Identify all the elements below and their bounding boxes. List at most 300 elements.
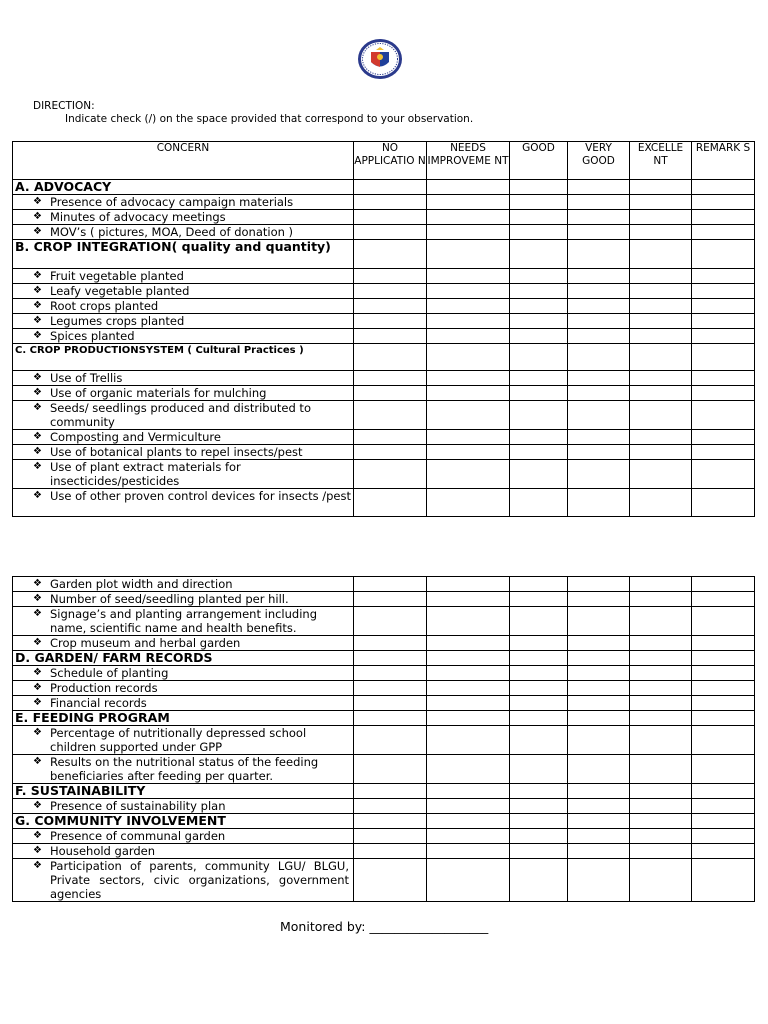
rating-very-good[interactable] <box>568 696 630 711</box>
criterion-label <box>13 607 354 636</box>
rating-no-application[interactable] <box>354 636 427 651</box>
section-heading: E. FEEDING PROGRAM <box>13 711 354 726</box>
rating-good[interactable] <box>510 592 568 607</box>
criterion-text: Root crops planted <box>50 299 159 313</box>
remarks-cell[interactable] <box>692 386 755 401</box>
criterion-label <box>13 430 354 445</box>
col-header-no-application: NO APPLICATIO N <box>354 142 427 180</box>
criterion-label <box>13 696 354 711</box>
remarks-cell[interactable] <box>692 711 755 726</box>
rating-needs-improvement[interactable] <box>427 430 510 445</box>
rating-very-good[interactable] <box>568 210 630 225</box>
rating-needs-improvement[interactable] <box>427 371 510 386</box>
rating-needs-improvement[interactable] <box>427 284 510 299</box>
criterion-row <box>13 799 755 814</box>
rating-no-application[interactable] <box>354 445 427 460</box>
rating-very-good[interactable] <box>568 681 630 696</box>
rating-no-application[interactable] <box>354 859 427 902</box>
criterion-row <box>13 430 755 445</box>
remarks-cell[interactable] <box>692 859 755 902</box>
rating-no-application[interactable] <box>354 314 427 329</box>
criterion-text: Use of organic materials for mulching <box>50 386 267 400</box>
criterion-label <box>13 859 354 902</box>
rating-no-application[interactable] <box>354 401 427 430</box>
rating-excellent[interactable] <box>630 401 692 430</box>
rating-needs-improvement[interactable] <box>427 577 510 592</box>
rating-excellent[interactable] <box>630 445 692 460</box>
rating-very-good[interactable] <box>568 636 630 651</box>
remarks-cell[interactable] <box>692 577 755 592</box>
criterion-text: Crop museum and herbal garden <box>50 636 241 650</box>
criterion-text: Percentage of nutritionally depressed school children supported under GPP <box>50 726 307 754</box>
rating-good[interactable] <box>510 269 568 284</box>
rating-good[interactable] <box>510 814 568 829</box>
rating-needs-improvement[interactable] <box>427 755 510 784</box>
remarks-cell[interactable] <box>692 284 755 299</box>
criterion-text: Use of Trellis <box>50 371 123 385</box>
rating-excellent[interactable] <box>630 711 692 726</box>
rating-no-application[interactable] <box>354 696 427 711</box>
rating-no-application[interactable] <box>354 386 427 401</box>
diamond-bullet-icon: ❖ <box>33 431 42 442</box>
criterion-text: Signage’s and planting arrangement including name, scientific name and health benefits. <box>50 607 317 635</box>
criterion-row <box>13 696 755 711</box>
remarks-cell[interactable] <box>692 814 755 829</box>
rating-good[interactable] <box>510 445 568 460</box>
rating-needs-improvement[interactable] <box>427 225 510 240</box>
rating-needs-improvement[interactable] <box>427 489 510 517</box>
criterion-row <box>13 299 755 314</box>
rating-excellent[interactable] <box>630 814 692 829</box>
rating-good[interactable] <box>510 829 568 844</box>
diamond-bullet-icon: ❖ <box>33 608 42 619</box>
rating-no-application[interactable] <box>354 651 427 666</box>
rating-needs-improvement[interactable] <box>427 607 510 636</box>
rating-very-good[interactable] <box>568 784 630 799</box>
rating-excellent[interactable] <box>630 344 692 371</box>
criterion-text: Leafy vegetable planted <box>50 284 190 298</box>
rating-no-application[interactable] <box>354 844 427 859</box>
rating-excellent[interactable] <box>630 666 692 681</box>
rating-good[interactable] <box>510 180 568 195</box>
remarks-cell[interactable] <box>692 607 755 636</box>
remarks-cell[interactable] <box>692 180 755 195</box>
rating-no-application[interactable] <box>354 284 427 299</box>
remarks-cell[interactable] <box>692 329 755 344</box>
rating-excellent[interactable] <box>630 489 692 517</box>
rating-needs-improvement[interactable] <box>427 269 510 284</box>
rating-no-application[interactable] <box>354 225 427 240</box>
rating-excellent[interactable] <box>630 299 692 314</box>
rating-very-good[interactable] <box>568 755 630 784</box>
rating-no-application[interactable] <box>354 489 427 517</box>
criterion-text: Presence of sustainability plan <box>50 799 226 813</box>
criterion-row <box>13 726 755 755</box>
remarks-cell[interactable] <box>692 240 755 269</box>
criterion-row <box>13 329 755 344</box>
rating-very-good[interactable] <box>568 651 630 666</box>
remarks-cell[interactable] <box>692 666 755 681</box>
criterion-text: Fruit vegetable planted <box>50 269 184 283</box>
rating-very-good[interactable] <box>568 445 630 460</box>
rating-very-good[interactable] <box>568 592 630 607</box>
remarks-cell[interactable] <box>692 344 755 371</box>
rating-needs-improvement[interactable] <box>427 460 510 489</box>
header-row <box>13 142 755 180</box>
direction-block <box>33 100 473 126</box>
criterion-text: Use of other proven control devices for insects /pest <box>50 489 351 503</box>
rating-very-good[interactable] <box>568 814 630 829</box>
rating-excellent[interactable] <box>630 371 692 386</box>
rating-needs-improvement[interactable] <box>427 592 510 607</box>
rating-excellent[interactable] <box>630 592 692 607</box>
rating-good[interactable] <box>510 711 568 726</box>
criterion-label <box>13 314 354 329</box>
diamond-bullet-icon: ❖ <box>33 830 42 841</box>
rating-good[interactable] <box>510 726 568 755</box>
rating-needs-improvement[interactable] <box>427 210 510 225</box>
section-heading: F. SUSTAINABILITY <box>13 784 354 799</box>
rating-very-good[interactable] <box>568 195 630 210</box>
diamond-bullet-icon: ❖ <box>33 490 42 501</box>
rating-very-good[interactable] <box>568 225 630 240</box>
rating-excellent[interactable] <box>630 726 692 755</box>
criterion-text: Participation of parents, community LGU/ BLGU, Private sectors, civic organizations, government agencies <box>50 859 349 901</box>
diamond-bullet-icon: ❖ <box>33 461 42 472</box>
col-header-remarks: REMARK S <box>692 142 755 180</box>
section-row <box>13 711 755 726</box>
criterion-row <box>13 210 755 225</box>
criterion-row <box>13 755 755 784</box>
rating-excellent[interactable] <box>630 799 692 814</box>
rating-no-application[interactable] <box>354 195 427 210</box>
rating-needs-improvement[interactable] <box>427 859 510 902</box>
rating-no-application[interactable] <box>354 430 427 445</box>
rating-good[interactable] <box>510 430 568 445</box>
checklist-table-part2 <box>12 576 755 902</box>
rating-excellent[interactable] <box>630 681 692 696</box>
criterion-row <box>13 577 755 592</box>
rating-no-application[interactable] <box>354 681 427 696</box>
section-row <box>13 651 755 666</box>
rating-good[interactable] <box>510 195 568 210</box>
rating-no-application[interactable] <box>354 240 427 269</box>
rating-needs-improvement[interactable] <box>427 195 510 210</box>
rating-no-application[interactable] <box>354 666 427 681</box>
rating-excellent[interactable] <box>630 829 692 844</box>
col-header-very-good: VERY GOOD <box>568 142 630 180</box>
rating-good[interactable] <box>510 460 568 489</box>
section-heading: D. GARDEN/ FARM RECORDS <box>13 651 354 666</box>
section-row <box>13 240 755 269</box>
criterion-row <box>13 666 755 681</box>
rating-very-good[interactable] <box>568 607 630 636</box>
remarks-cell[interactable] <box>692 401 755 430</box>
rating-needs-improvement[interactable] <box>427 180 510 195</box>
diamond-bullet-icon: ❖ <box>33 860 42 871</box>
rating-needs-improvement[interactable] <box>427 696 510 711</box>
remarks-cell[interactable] <box>692 314 755 329</box>
criterion-label <box>13 329 354 344</box>
rating-no-application[interactable] <box>354 784 427 799</box>
rating-good[interactable] <box>510 784 568 799</box>
rating-good[interactable] <box>510 844 568 859</box>
diamond-bullet-icon: ❖ <box>33 387 42 398</box>
rating-no-application[interactable] <box>354 210 427 225</box>
rating-needs-improvement[interactable] <box>427 329 510 344</box>
rating-excellent[interactable] <box>630 430 692 445</box>
rating-excellent[interactable] <box>630 195 692 210</box>
diamond-bullet-icon: ❖ <box>33 270 42 281</box>
rating-excellent[interactable] <box>630 269 692 284</box>
rating-excellent[interactable] <box>630 577 692 592</box>
rating-needs-improvement[interactable] <box>427 844 510 859</box>
rating-good[interactable] <box>510 284 568 299</box>
rating-excellent[interactable] <box>630 651 692 666</box>
direction-instruction: Indicate check (/) on the space provided that correspond to your observation. <box>65 113 474 125</box>
rating-good[interactable] <box>510 859 568 902</box>
rating-very-good[interactable] <box>568 859 630 902</box>
rating-needs-improvement[interactable] <box>427 829 510 844</box>
rating-very-good[interactable] <box>568 371 630 386</box>
rating-needs-improvement[interactable] <box>427 344 510 371</box>
remarks-cell[interactable] <box>692 844 755 859</box>
rating-good[interactable] <box>510 329 568 344</box>
rating-excellent[interactable] <box>630 859 692 902</box>
rating-needs-improvement[interactable] <box>427 299 510 314</box>
criterion-text: Results on the nutritional status of the feeding beneficiaries after feeding per quarter. <box>50 755 319 783</box>
rating-good[interactable] <box>510 386 568 401</box>
criterion-label <box>13 755 354 784</box>
rating-very-good[interactable] <box>568 314 630 329</box>
remarks-cell[interactable] <box>692 636 755 651</box>
criterion-row <box>13 607 755 636</box>
rating-very-good[interactable] <box>568 329 630 344</box>
rating-excellent[interactable] <box>630 329 692 344</box>
rating-excellent[interactable] <box>630 696 692 711</box>
rating-excellent[interactable] <box>630 225 692 240</box>
criterion-label <box>13 844 354 859</box>
remarks-cell[interactable] <box>692 784 755 799</box>
rating-good[interactable] <box>510 666 568 681</box>
rating-needs-improvement[interactable] <box>427 726 510 755</box>
rating-very-good[interactable] <box>568 829 630 844</box>
rating-excellent[interactable] <box>630 844 692 859</box>
rating-good[interactable] <box>510 681 568 696</box>
rating-excellent[interactable] <box>630 284 692 299</box>
remarks-cell[interactable] <box>692 225 755 240</box>
rating-good[interactable] <box>510 607 568 636</box>
rating-good[interactable] <box>510 210 568 225</box>
rating-good[interactable] <box>510 299 568 314</box>
rating-excellent[interactable] <box>630 636 692 651</box>
rating-no-application[interactable] <box>354 577 427 592</box>
rating-needs-improvement[interactable] <box>427 651 510 666</box>
rating-good[interactable] <box>510 755 568 784</box>
rating-good[interactable] <box>510 489 568 517</box>
rating-needs-improvement[interactable] <box>427 784 510 799</box>
remarks-cell[interactable] <box>692 489 755 517</box>
direction-label: DIRECTION: <box>33 100 95 112</box>
rating-excellent[interactable] <box>630 460 692 489</box>
rating-needs-improvement[interactable] <box>427 666 510 681</box>
rating-good[interactable] <box>510 636 568 651</box>
rating-good[interactable] <box>510 696 568 711</box>
rating-very-good[interactable] <box>568 180 630 195</box>
criterion-row <box>13 829 755 844</box>
remarks-cell[interactable] <box>692 592 755 607</box>
rating-good[interactable] <box>510 651 568 666</box>
remarks-cell[interactable] <box>692 210 755 225</box>
rating-very-good[interactable] <box>568 269 630 284</box>
remarks-cell[interactable] <box>692 299 755 314</box>
rating-very-good[interactable] <box>568 299 630 314</box>
rating-excellent[interactable] <box>630 784 692 799</box>
remarks-cell[interactable] <box>692 269 755 284</box>
diamond-bullet-icon: ❖ <box>33 315 42 326</box>
rating-needs-improvement[interactable] <box>427 814 510 829</box>
rating-no-application[interactable] <box>354 592 427 607</box>
rating-very-good[interactable] <box>568 386 630 401</box>
rating-no-application[interactable] <box>354 460 427 489</box>
rating-very-good[interactable] <box>568 799 630 814</box>
criterion-text: Spices planted <box>50 329 135 343</box>
rating-excellent[interactable] <box>630 210 692 225</box>
rating-very-good[interactable] <box>568 240 630 269</box>
criterion-text: Household garden <box>50 844 156 858</box>
criterion-text: Presence of advocacy campaign materials <box>50 195 294 209</box>
criterion-text: Composting and Vermiculture <box>50 430 221 444</box>
rating-no-application[interactable] <box>354 180 427 195</box>
remarks-cell[interactable] <box>692 726 755 755</box>
remarks-cell[interactable] <box>692 829 755 844</box>
diamond-bullet-icon: ❖ <box>33 756 42 767</box>
rating-needs-improvement[interactable] <box>427 240 510 269</box>
rating-good[interactable] <box>510 240 568 269</box>
rating-needs-improvement[interactable] <box>427 636 510 651</box>
rating-very-good[interactable] <box>568 344 630 371</box>
rating-no-application[interactable] <box>354 726 427 755</box>
criterion-text: Financial records <box>50 696 147 710</box>
remarks-cell[interactable] <box>692 195 755 210</box>
remarks-cell[interactable] <box>692 651 755 666</box>
rating-no-application[interactable] <box>354 711 427 726</box>
rating-no-application[interactable] <box>354 814 427 829</box>
criterion-row <box>13 681 755 696</box>
diamond-bullet-icon: ❖ <box>33 682 42 693</box>
diamond-bullet-icon: ❖ <box>33 211 42 222</box>
criterion-label <box>13 284 354 299</box>
remarks-cell[interactable] <box>692 445 755 460</box>
criterion-label <box>13 577 354 592</box>
rating-no-application[interactable] <box>354 829 427 844</box>
rating-excellent[interactable] <box>630 314 692 329</box>
rating-good[interactable] <box>510 314 568 329</box>
criterion-text: Garden plot width and direction <box>50 577 233 591</box>
remarks-cell[interactable] <box>692 755 755 784</box>
rating-very-good[interactable] <box>568 401 630 430</box>
rating-very-good[interactable] <box>568 666 630 681</box>
diamond-bullet-icon: ❖ <box>33 697 42 708</box>
rating-needs-improvement[interactable] <box>427 445 510 460</box>
criterion-label <box>13 195 354 210</box>
criterion-text: Seeds/ seedlings produced and distributed to community <box>50 401 311 429</box>
diamond-bullet-icon: ❖ <box>33 800 42 811</box>
remarks-cell[interactable] <box>692 681 755 696</box>
criterion-label <box>13 299 354 314</box>
rating-very-good[interactable] <box>568 430 630 445</box>
rating-very-good[interactable] <box>568 577 630 592</box>
rating-excellent[interactable] <box>630 180 692 195</box>
rating-good[interactable] <box>510 577 568 592</box>
diamond-bullet-icon: ❖ <box>33 727 42 738</box>
diamond-bullet-icon: ❖ <box>33 330 42 341</box>
rating-excellent[interactable] <box>630 755 692 784</box>
rating-needs-improvement[interactable] <box>427 386 510 401</box>
criterion-label <box>13 799 354 814</box>
col-header-good: GOOD <box>510 142 568 180</box>
rating-excellent[interactable] <box>630 240 692 269</box>
rating-needs-improvement[interactable] <box>427 314 510 329</box>
section-row <box>13 344 755 371</box>
rating-needs-improvement[interactable] <box>427 799 510 814</box>
rating-very-good[interactable] <box>568 711 630 726</box>
rating-needs-improvement[interactable] <box>427 401 510 430</box>
col-header-needs-improvement: NEEDS IMPROVEME NT <box>427 142 510 180</box>
rating-very-good[interactable] <box>568 284 630 299</box>
remarks-cell[interactable] <box>692 460 755 489</box>
rating-very-good[interactable] <box>568 489 630 517</box>
remarks-cell[interactable] <box>692 430 755 445</box>
rating-very-good[interactable] <box>568 844 630 859</box>
rating-no-application[interactable] <box>354 755 427 784</box>
rating-needs-improvement[interactable] <box>427 681 510 696</box>
rating-good[interactable] <box>510 401 568 430</box>
criterion-label <box>13 269 354 284</box>
rating-no-application[interactable] <box>354 269 427 284</box>
rating-no-application[interactable] <box>354 344 427 371</box>
rating-no-application[interactable] <box>354 329 427 344</box>
rating-excellent[interactable] <box>630 386 692 401</box>
remarks-cell[interactable] <box>692 799 755 814</box>
diamond-bullet-icon: ❖ <box>33 637 42 648</box>
rating-no-application[interactable] <box>354 607 427 636</box>
remarks-cell[interactable] <box>692 371 755 386</box>
criterion-label <box>13 681 354 696</box>
rating-no-application[interactable] <box>354 371 427 386</box>
diamond-bullet-icon: ❖ <box>33 402 42 413</box>
rating-needs-improvement[interactable] <box>427 711 510 726</box>
rating-very-good[interactable] <box>568 726 630 755</box>
criterion-row <box>13 284 755 299</box>
rating-excellent[interactable] <box>630 607 692 636</box>
diamond-bullet-icon: ❖ <box>33 226 42 237</box>
diamond-bullet-icon: ❖ <box>33 196 42 207</box>
criterion-row <box>13 269 755 284</box>
section-heading: B. CROP INTEGRATION( quality and quantity) <box>13 240 354 269</box>
rating-no-application[interactable] <box>354 299 427 314</box>
rating-no-application[interactable] <box>354 799 427 814</box>
rating-good[interactable] <box>510 344 568 371</box>
rating-good[interactable] <box>510 371 568 386</box>
criterion-label <box>13 225 354 240</box>
remarks-cell[interactable] <box>692 696 755 711</box>
section-row <box>13 814 755 829</box>
rating-good[interactable] <box>510 799 568 814</box>
rating-very-good[interactable] <box>568 460 630 489</box>
rating-good[interactable] <box>510 225 568 240</box>
criterion-text: Number of seed/seedling planted per hill. <box>50 592 289 606</box>
